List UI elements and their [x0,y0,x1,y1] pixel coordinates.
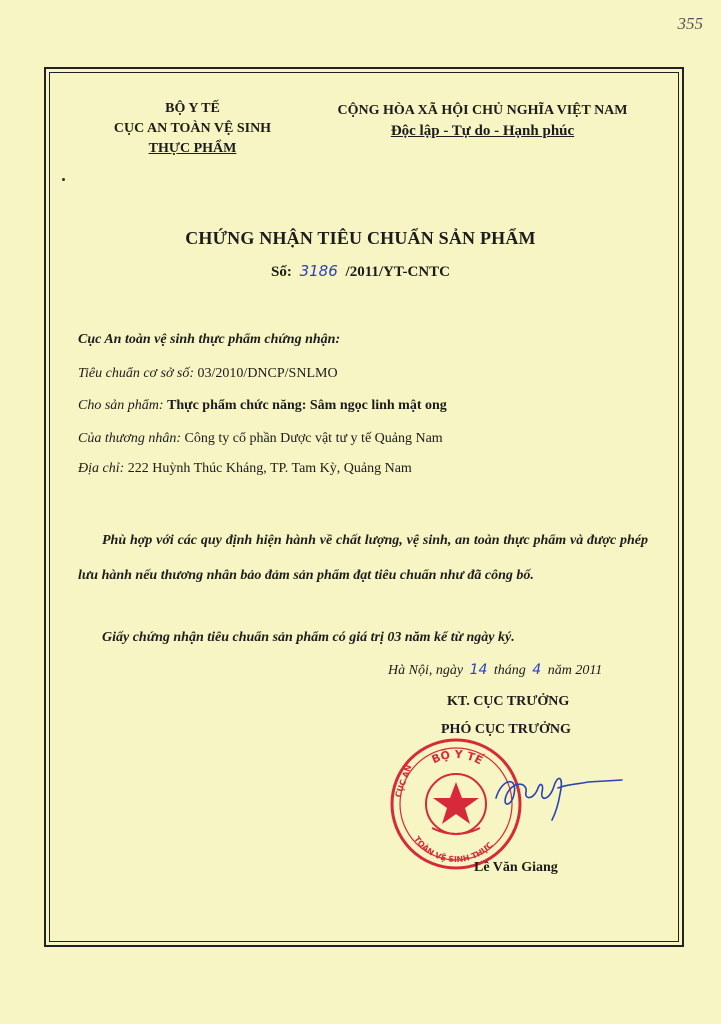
signer-role-line2: PHÓ CỤC TRƯỞNG [441,722,571,737]
signer-role-line1: KT. CỤC TRƯỞNG [447,694,570,709]
date-year: năm 2011 [547,663,603,678]
number-handwritten: 3186 [299,262,338,280]
signer-name: Lê Văn Giang [474,860,558,875]
number-suffix: /2011/YT-CNTC [345,264,450,280]
address-line [78,461,412,477]
number-prefix: Số: [271,264,292,280]
national-motto: Độc lập - Tự do - Hạnh phúc [390,123,575,139]
certifies-line: Cục An toàn vệ sinh thực phẩm chứng nhận: [78,332,341,347]
compliance-paragraph: Phù hợp với các quy định hiện hành về chất lượng, vệ sinh, an toàn thực phẩm và được phép lưu hành nếu thương nhân bảo đảm sản phẩm đạt tiêu chuẩn như đã công bố. [78,533,648,583]
standard-label: Tiêu chuẩn cơ sở số: [78,366,195,381]
seal-top-text: BỘ Y TẾ [429,747,485,768]
validity-statement: Giấy chứng nhận tiêu chuẩn sản phẩm có giá trị 03 năm kể từ ngày ký. [102,630,515,645]
standard-value: 03/2010/DNCP/SNLMO [197,366,338,381]
merchant-label: Của thương nhân: [78,431,181,446]
national-header [320,101,645,141]
standard-line [78,366,338,382]
issuer-header [95,99,290,159]
seal-left-text: CỤC AN [393,763,414,799]
product-value: Thực phẩm chức năng: Sâm ngọc linh mật ong [167,398,447,413]
merchant-line [78,431,443,447]
star-icon [433,782,479,824]
handwritten-signature [488,758,628,828]
country-name: CỘNG HÒA XÃ HỘI CHỦ NGHĨA VIỆT NAM [337,103,628,118]
date-day: 14 [469,662,488,678]
address-value: 222 Huỳnh Thúc Kháng, TP. Tam Kỳ, Quảng Nam [127,461,412,476]
date-prefix: Hà Nội, ngày [388,663,464,678]
document-title: CHỨNG NHẬN TIÊU CHUẨN SẢN PHẨM [185,228,536,248]
date-month: 4 [532,662,542,678]
agency-name-line1: CỤC AN TOÀN VỆ SINH [113,121,272,136]
seal-bottom-text: TOÀN VỆ SINH THỰC [412,834,495,865]
address-label: Địa chỉ: [78,461,125,476]
merchant-value: Công ty cổ phần Dược vật tư y tế Quảng Nam [184,431,443,446]
issue-date [388,662,602,679]
ministry-name: BỘ Y TẾ [165,101,220,116]
product-line [78,398,447,414]
product-label: Cho sản phẩm: [78,398,164,413]
date-month-label: tháng [493,663,526,678]
agency-name-line2: THỰC PHẨM [148,141,237,156]
certificate-number [0,262,721,281]
page-number-mark: 355 [677,14,703,33]
